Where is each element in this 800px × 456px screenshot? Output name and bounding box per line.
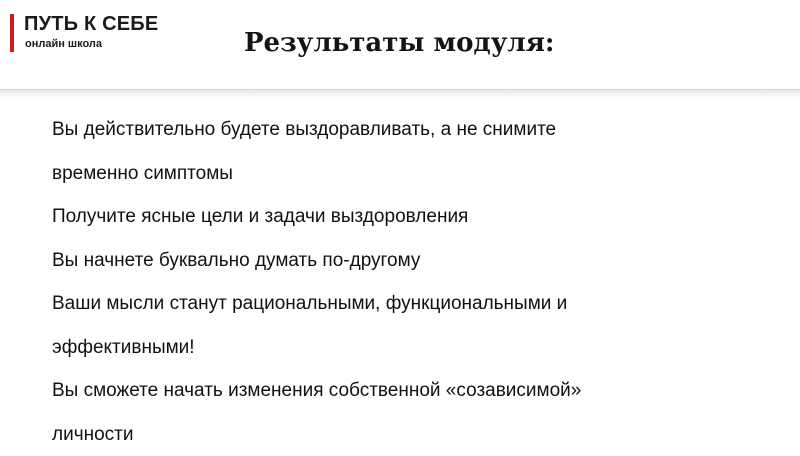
slide-title: Результаты модуля: (244, 26, 555, 60)
results-line: временно симптомы (52, 152, 772, 196)
logo-accent-bar (10, 14, 14, 52)
results-line: Ваши мысли станут рациональными, функциональными и (52, 282, 772, 326)
results-line: личности (52, 413, 772, 456)
logo-subtitle: онлайн школа (25, 37, 102, 51)
results-line: эффективными! (52, 326, 772, 370)
results-line: Получите ясные цели и задачи выздоровления (52, 195, 772, 239)
results-line: Вы начнете буквально думать по-другому (52, 239, 772, 283)
logo-title: ПУТЬ К СЕБЕ (24, 12, 158, 36)
results-line: Вы сможете начать изменения собственной «созависимой» (52, 369, 772, 413)
results-line: Вы действительно будете выздоравливать, а не снимите (52, 108, 772, 152)
results-list (52, 108, 772, 456)
header-divider-shadow (0, 90, 800, 98)
